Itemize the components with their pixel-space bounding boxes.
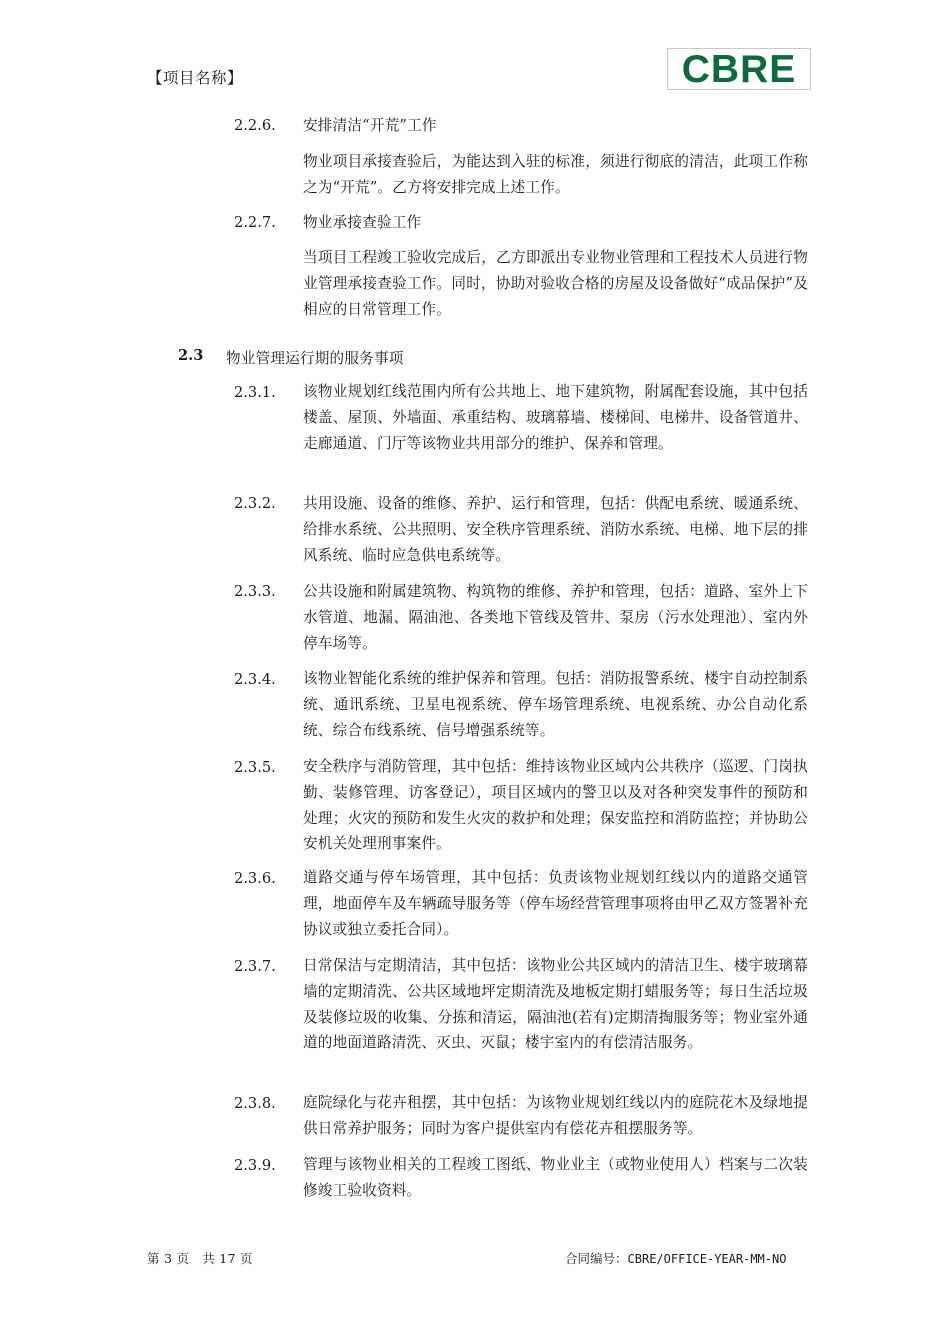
clause-number: 2.3.8. (234, 1095, 276, 1112)
clause-text: 安全秩序与消防管理，其中包括：维持该物业区域内公共秩序（巡逻、门岗执勤、装修管理、访客登记），项目区域内的警卫以及对各种突发事件的预防和处理；火灾的预防和发生火灾的救护和处理；保安监控和消防监控；并协助公安机关处理刑事案件。 (303, 758, 808, 853)
clause-text: 庭院绿化与花卉租摆，其中包括：为该物业规划红线以内的庭院花木及绿地提供日常养护服务；同时为客户提供室内有偿花卉租摆服务等。 (303, 1094, 808, 1137)
contract-label: 合同编号： (565, 1251, 628, 1266)
clause-text: 道路交通与停车场管理，其中包括：负责该物业规划红线以内的道路交通管理，地面停车及车辆疏导服务等（停车场经营管理事项将由甲乙双方签署补充协议或独立委托合同）。 (303, 869, 808, 938)
clause-number: 2.2.7. (234, 214, 276, 231)
clause-number: 2.3.9. (234, 1157, 276, 1174)
clause-text: 管理与该物业相关的工程竣工图纸、物业业主（或物业使用人）档案与二次装修竣工验收资料。 (303, 1156, 808, 1199)
clause-number: 2.3.3. (234, 583, 276, 600)
project-name-header: 【项目名称】 (147, 69, 244, 87)
clause-number: 2.3.1. (234, 384, 276, 401)
clause-number: 2.3.7. (234, 958, 276, 975)
section-title: 物业管理运行期的服务事项 (226, 350, 404, 367)
clause-text: 公共设施和附属建筑物、构筑物的维修、养护和管理，包括：道路、室外上下水管道、地漏、隔油池、各类地下管线及管井、泵房（污水处理池）、室内外停车场等。 (303, 583, 808, 652)
clause-number: 2.3.2. (234, 495, 276, 512)
cbre-logo: CBRE (667, 48, 811, 90)
clause-number: 2.3.6. (234, 870, 276, 887)
clause-body: 物业项目承接查验后，为能达到入驻的标准，须进行彻底的清洁，此项工作称之为“开荒”。乙方将安排完成上述工作。 (303, 153, 808, 196)
clause-text: 该物业智能化系统的维护保养和管理。包括：消防报警系统、楼宇自动控制系统、通讯系统、卫星电视系统、停车场管理系统、电视系统、办公自动化系统、综合布线系统、信号增强系统等。 (303, 670, 808, 739)
clause-number: 2.3.5. (234, 759, 276, 776)
clause-body: 当项目工程竣工验收完成后，乙方即派出专业物业管理和工程技术人员进行物业管理承接查验工作。同时，协助对验收合格的房屋及设备做好“成品保护”及相应的日常管理工作。 (303, 249, 808, 318)
clause-number: 2.3.4. (234, 671, 276, 688)
clause-text: 该物业规划红线范围内所有公共地上、地下建筑物，附属配套设施，其中包括楼盖、屋顶、外墙面、承重结构、玻璃幕墙、楼梯间、电梯井、设备管道井、走廊通道、门厅等该物业共用部分的维护、保养和管理。 (303, 383, 808, 452)
clause-title: 安排清洁“开荒”工作 (303, 117, 437, 134)
page-number: 第 3 页 共 17 页 (147, 1251, 253, 1266)
section-number: 2.3 (178, 347, 204, 364)
clause-text: 日常保洁与定期清洁，其中包括：该物业公共区域内的清洁卫生、楼宇玻璃幕墙的定期清洗、公共区域地坪定期清洗及地板定期打蜡服务等；每日生活垃圾及装修垃圾的收集、分拣和清运，隔油池(若有)定期清掏服务等；物业室外通道的地面道路清洗、灭虫、灭鼠；楼宇室内的有偿清洁服务。 (303, 957, 808, 1052)
contract-code: CBRE/OFFICE-YEAR-MM-NO (627, 1252, 787, 1266)
clause-title: 物业承接查验工作 (303, 214, 422, 231)
clause-number: 2.2.6. (234, 117, 276, 134)
clause-text: 共用设施、设备的维修、养护、运行和管理，包括：供配电系统、暖通系统、给排水系统、公共照明、安全秩序管理系统、消防水系统、电梯、地下层的排风系统、临时应急供电系统等。 (303, 495, 808, 564)
contract-number (565, 1249, 786, 1267)
